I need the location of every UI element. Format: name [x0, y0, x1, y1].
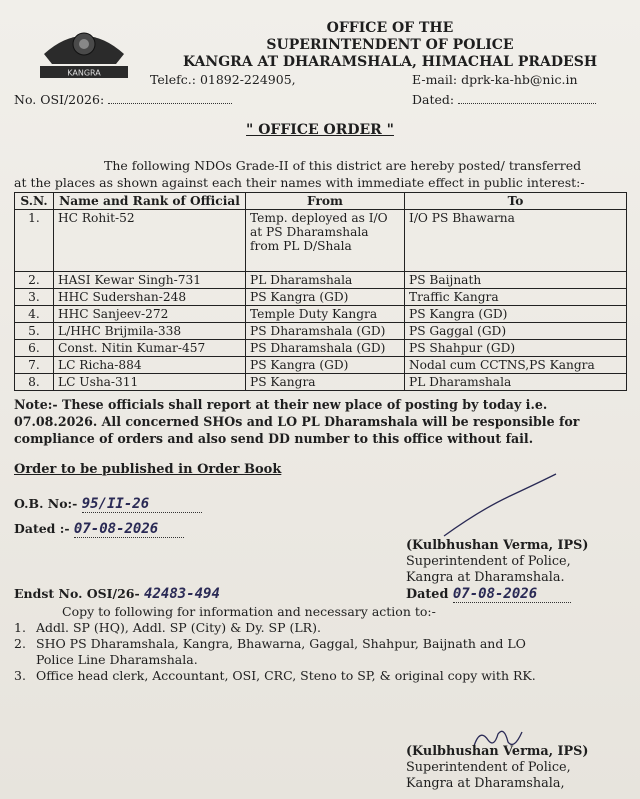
- row-sn: 1.: [15, 210, 54, 272]
- row-name: HASI Kewar Singh-731: [54, 272, 246, 289]
- row-sn: 3.: [15, 289, 54, 306]
- row-sn: 8.: [15, 374, 54, 391]
- row-from: [246, 289, 405, 306]
- ob-number-label: O.B. No:-: [14, 496, 78, 511]
- row-from-line: at PS Dharamshala: [250, 225, 369, 239]
- signature-stroke-1: [440, 470, 560, 540]
- row-name: LC Richa-884: [54, 357, 246, 374]
- signature-1-dated-label: Dated: [406, 587, 449, 602]
- signature-1-dated-value: 07-08-2026: [453, 586, 571, 603]
- signature-2-name: (Kulbhushan Verma, IPS): [406, 744, 589, 759]
- row-sn: 5.: [15, 323, 54, 340]
- row-from-line: PS Kangra: [250, 375, 316, 389]
- row-from: [246, 210, 405, 272]
- row-name: Const. Nitin Kumar-457: [54, 340, 246, 357]
- row-from-line: Temp. deployed as I/O: [250, 211, 388, 225]
- copy-list-text: Office head clerk, Accountant, OSI, CRC, Steno to SP, & original copy with RK.: [36, 668, 536, 683]
- row-to: Traffic Kangra: [405, 289, 627, 306]
- note-line-1: Note:- These officials shall report at their new place of posting by today i.e.: [14, 397, 548, 412]
- ob-number-value: 95/II-26: [82, 496, 202, 513]
- document-title: " OFFICE ORDER ": [246, 122, 394, 138]
- note-line-2: 07.08.2026. All concerned SHOs and LO PL Dharamshala will be responsible for: [14, 414, 580, 429]
- table-row: [15, 210, 627, 272]
- row-from: [246, 323, 405, 340]
- signature-block-2: [406, 744, 588, 792]
- copy-list-item: [14, 620, 536, 636]
- transfer-table: [14, 192, 627, 391]
- logo-text: KANGRA: [67, 68, 101, 78]
- column-header-sn: S.N.: [15, 193, 54, 210]
- column-header-name: Name and Rank of Official: [54, 193, 246, 210]
- column-header-from: From: [246, 193, 405, 210]
- table-row: [15, 340, 627, 357]
- row-from: [246, 357, 405, 374]
- row-to: PS Kangra (GD): [405, 306, 627, 323]
- signature-1-name: (Kulbhushan Verma, IPS): [406, 538, 589, 553]
- copy-list-item: [14, 652, 536, 668]
- copy-list-item: [14, 668, 536, 684]
- endorsement-number-label: Endst No. OSI/26-: [14, 586, 140, 601]
- signature-2-title: Superintendent of Police,: [406, 760, 571, 775]
- row-to: PS Baijnath: [405, 272, 627, 289]
- intro-line-1: The following NDOs Grade-II of this district are hereby posted/ transferred: [104, 158, 582, 173]
- signature-1-place: Kangra at Dharamshala.: [406, 570, 565, 585]
- endorsement-number-row: [14, 586, 220, 602]
- row-from: [246, 340, 405, 357]
- copy-list-number: 1.: [14, 620, 26, 635]
- reference-number-label: No. OSI/2026:: [14, 92, 105, 107]
- row-to: Nodal cum CCTNS,PS Kangra: [405, 357, 627, 374]
- reference-number: [14, 92, 232, 107]
- row-from: [246, 306, 405, 323]
- table-row: [15, 323, 627, 340]
- intro-line-2: at the places as shown against each their names with immediate effect in public interest:-: [14, 175, 585, 190]
- row-from-line: PS Dharamshala (GD): [250, 324, 386, 338]
- row-to: PS Shahpur (GD): [405, 340, 627, 357]
- copy-list-text: SHO PS Dharamshala, Kangra, Bhawarna, Gaggal, Shahpur, Baijnath and LO: [36, 636, 526, 651]
- row-sn: 7.: [15, 357, 54, 374]
- police-emblem-logo: [36, 24, 132, 82]
- row-from: [246, 272, 405, 289]
- header-dated-label: Dated:: [412, 92, 455, 107]
- row-from: [246, 374, 405, 391]
- row-from-line: from PL D/Shala: [250, 239, 352, 253]
- copy-list-number: 2.: [14, 636, 26, 651]
- ob-dated-row: [14, 521, 184, 538]
- signature-2-place: Kangra at Dharamshala,: [406, 776, 565, 791]
- row-name: HHC Sanjeev-272: [54, 306, 246, 323]
- email: E-mail: dprk-ka-hb@nic.in: [412, 72, 578, 87]
- header-dated: [412, 92, 596, 107]
- copy-list-item: [14, 636, 536, 652]
- row-name: HC Rohit-52: [54, 210, 246, 272]
- row-from-line: Temple Duty Kangra: [250, 307, 378, 321]
- header-line-3: KANGRA AT DHARAMSHALA, HIMACHAL PRADESH: [182, 54, 598, 70]
- note-block: [14, 396, 579, 447]
- row-to: PL Dharamshala: [405, 374, 627, 391]
- table-row: [15, 272, 627, 289]
- row-from-line: PS Kangra (GD): [250, 358, 349, 372]
- row-to: I/O PS Bhawarna: [405, 210, 627, 272]
- row-from-line: PS Kangra (GD): [250, 290, 349, 304]
- signature-block-1: [406, 538, 588, 603]
- table-row: [15, 289, 627, 306]
- reference-number-blank: [108, 103, 232, 104]
- row-sn: 4.: [15, 306, 54, 323]
- signature-1-title: Superintendent of Police,: [406, 554, 571, 569]
- header-line-2: SUPERINTENDENT OF POLICE: [266, 37, 514, 53]
- row-name: L/HHC Brijmila-338: [54, 323, 246, 340]
- row-name: HHC Sudershan-248: [54, 289, 246, 306]
- table-header-row: [15, 193, 627, 210]
- copy-list: [14, 620, 536, 684]
- table-row: [15, 357, 627, 374]
- copy-list-text: Police Line Dharamshala.: [36, 652, 198, 667]
- copy-to-line: Copy to following for information and necessary action to:-: [62, 604, 436, 619]
- copy-list-text: Addl. SP (HQ), Addl. SP (City) & Dy. SP (LR).: [36, 620, 321, 635]
- telefax: Telefc.: 01892-224905,: [150, 72, 296, 87]
- row-from-line: PL Dharamshala: [250, 273, 353, 287]
- row-sn: 6.: [15, 340, 54, 357]
- header-line-1: OFFICE OF THE: [326, 20, 454, 36]
- endorsement-number-value: 42483-494: [144, 586, 220, 602]
- copy-list-number: 3.: [14, 668, 26, 683]
- column-header-to: To: [405, 193, 627, 210]
- ob-dated-label: Dated :-: [14, 521, 70, 536]
- table-row: [15, 374, 627, 391]
- row-sn: 2.: [15, 272, 54, 289]
- row-name: LC Usha-311: [54, 374, 246, 391]
- ob-dated-value: 07-08-2026: [74, 521, 184, 538]
- order-book-heading: Order to be published in Order Book: [14, 462, 282, 477]
- signature-1-dated-row: [406, 586, 588, 603]
- row-from-line: PS Dharamshala (GD): [250, 341, 386, 355]
- note-line-3: compliance of orders and also send DD number to this office without fail.: [14, 431, 534, 446]
- ob-number-row: [14, 496, 202, 513]
- table-row: [15, 306, 627, 323]
- row-to: PS Gaggal (GD): [405, 323, 627, 340]
- header-dated-blank: [458, 103, 596, 104]
